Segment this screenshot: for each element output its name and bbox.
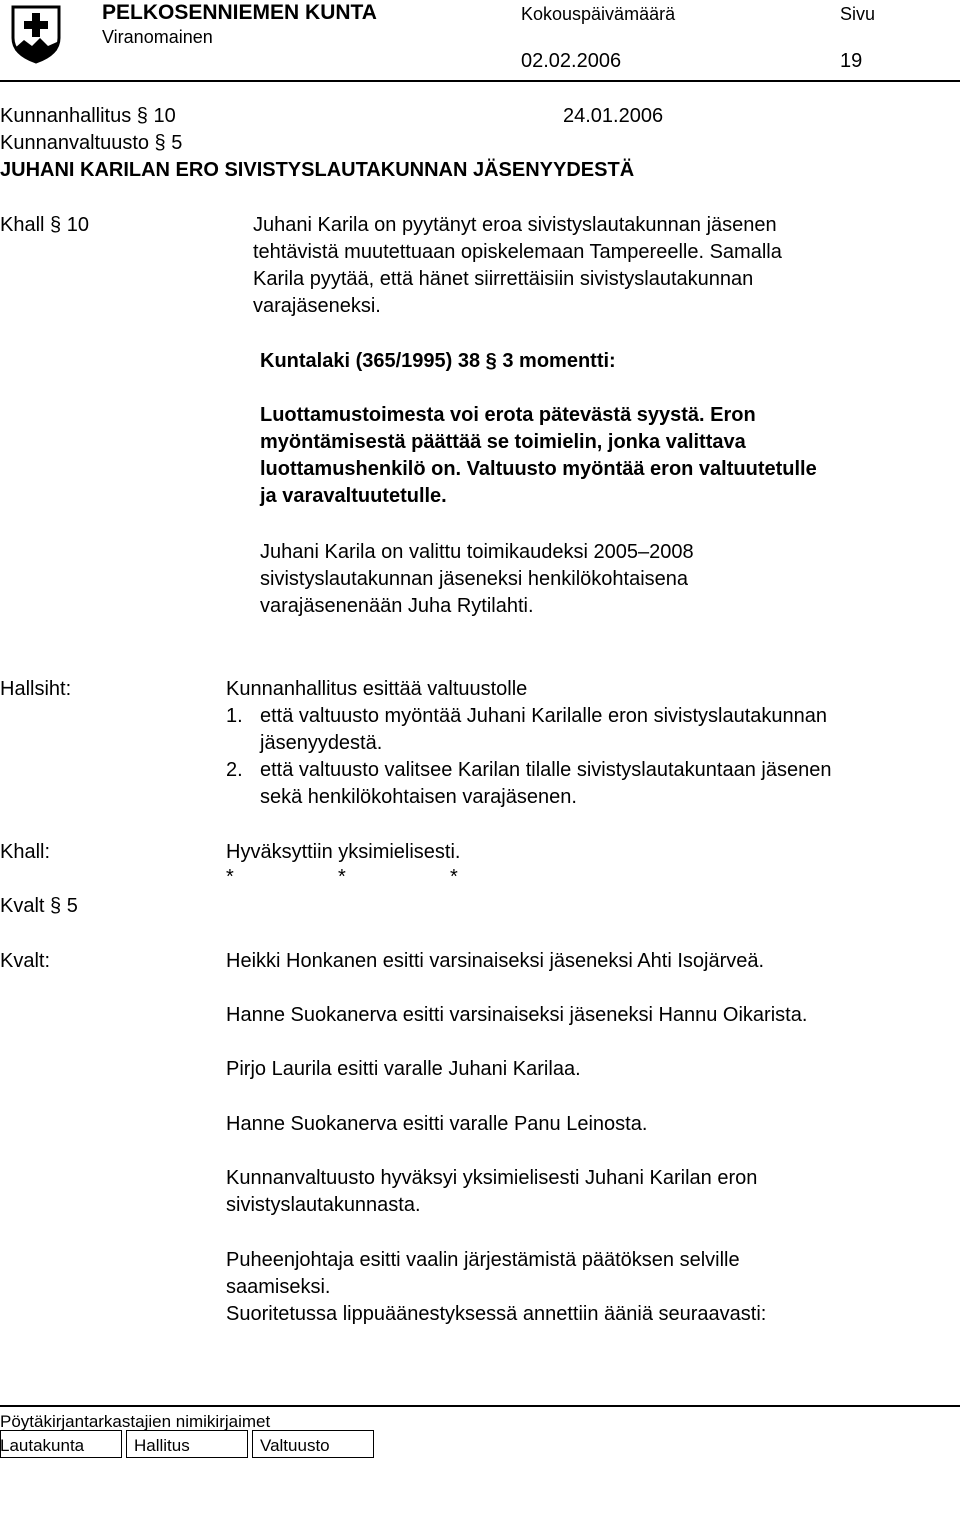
board-ref: Kunnanhallitus § 10	[0, 105, 176, 127]
separator-star: *	[226, 866, 234, 888]
footer-column-hallitus: Hallitus	[134, 1436, 190, 1455]
law-quote	[260, 402, 817, 510]
coat-of-arms-icon	[10, 4, 62, 64]
text-line: Karila pyytää, että hänet siirrettäisiin sivistyslautakunnan	[253, 268, 754, 290]
proposal-item-number: 1.	[226, 705, 243, 727]
proposal-item-number: 2.	[226, 759, 243, 781]
text-line: että valtuusto valitsee Karilan tilalle sivistyslautakuntaan jäsenen	[260, 759, 832, 781]
kvalt-paragraph	[226, 1165, 757, 1219]
text-line: Juhani Karila on valittu toimikaudeksi 2005–2008	[260, 541, 694, 563]
footer-column-lautakunta: Lautakunta	[0, 1436, 85, 1455]
kvalt-label: Kvalt:	[0, 950, 51, 972]
department: Viranomainen	[102, 27, 213, 47]
text-line: Kunnanvaltuusto hyväksyi yksimielisesti Juhani Karilan eron	[226, 1167, 758, 1189]
khall10-intro	[253, 212, 782, 320]
proposal-intro: Kunnanhallitus esittää valtuustolle	[226, 678, 528, 700]
text-line: Juhani Karila on pyytänyt eroa sivistyslautakunnan jäsenen	[253, 214, 777, 236]
text-line: ja varavaltuutetulle.	[260, 485, 447, 507]
text-line: Puheenjohtaja esitti vaalin järjestämistä päätöksen selville	[226, 1249, 740, 1271]
kvalt-paragraph: Hanne Suokanerva esitti varalle Panu Leinosta.	[226, 1113, 648, 1135]
separator-star: *	[450, 866, 458, 888]
org-name: PELKOSENNIEMEN KUNTA	[102, 1, 377, 24]
law-heading: Kuntalaki (365/1995) 38 § 3 momentti:	[260, 350, 616, 372]
page-title: JUHANI KARILAN ERO SIVISTYSLAUTAKUNNAN JÄSENYYDESTÄ	[0, 159, 635, 181]
text-line: tehtävistä muutettuaan opiskelemaan Tampereelle. Samalla	[253, 241, 782, 263]
khall10-label: Khall § 10	[0, 214, 89, 236]
text-line: Suoritetussa lippuäänestyksessä annettiin ääniä seuraavasti:	[226, 1303, 767, 1325]
text-line: varajäsenenään Juha Rytilahti.	[260, 595, 534, 617]
khall10-note	[260, 539, 694, 620]
text-line: saamiseksi.	[226, 1276, 331, 1298]
text-line: sivistyslautakunnasta.	[226, 1194, 421, 1216]
council-ref: Kunnanvaltuusto § 5	[0, 132, 183, 154]
text-line: luottamushenkilö on. Valtuusto myöntää eron valtuutetulle	[260, 458, 817, 480]
kvalt-ref: Kvalt § 5	[0, 895, 78, 917]
text-line: sekä henkilökohtaisen varajäsenen.	[260, 786, 577, 808]
page-label: Sivu	[840, 4, 876, 24]
board-date: 24.01.2006	[563, 105, 664, 127]
kvalt-paragraph: Hanne Suokanerva esitti varsinaiseksi jäseneksi Hannu Oikarista.	[226, 1004, 808, 1026]
separator-star: *	[338, 866, 346, 888]
footer-rule	[0, 1405, 960, 1407]
khall-decision-label: Khall:	[0, 841, 51, 863]
meeting-date: 02.02.2006	[521, 50, 622, 72]
text-line: jäsenyydestä.	[260, 732, 383, 754]
footer-title: Pöytäkirjantarkastajien nimikirjaimet	[0, 1412, 271, 1431]
page-number: 19	[840, 50, 863, 72]
text-line: varajäseneksi.	[253, 295, 381, 317]
proposal-item-2	[260, 757, 831, 811]
header-rule	[0, 80, 960, 82]
text-line: sivistyslautakunnan jäseneksi henkilökohtaisena	[260, 568, 689, 590]
kvalt-paragraph	[226, 1247, 766, 1328]
kvalt-paragraph: Pirjo Laurila esitti varalle Juhani Karilaa.	[226, 1058, 581, 1080]
kvalt-paragraph: Heikki Honkanen esitti varsinaiseksi jäseneksi Ahti Isojärveä.	[226, 950, 765, 972]
text-line: myöntämisestä päättää se toimielin, jonka valittava	[260, 431, 746, 453]
text-line: Luottamustoimesta voi erota pätevästä syystä. Eron	[260, 404, 756, 426]
footer-column-valtuusto: Valtuusto	[260, 1436, 330, 1455]
proposal-item-1	[260, 703, 827, 757]
text-line: että valtuusto myöntää Juhani Karilalle eron sivistyslautakunnan	[260, 705, 827, 727]
khall-decision-text: Hyväksyttiin yksimielisesti.	[226, 841, 461, 863]
proposal-label: Hallsiht:	[0, 678, 72, 700]
meeting-date-label: Kokouspäivämäärä	[521, 4, 676, 24]
